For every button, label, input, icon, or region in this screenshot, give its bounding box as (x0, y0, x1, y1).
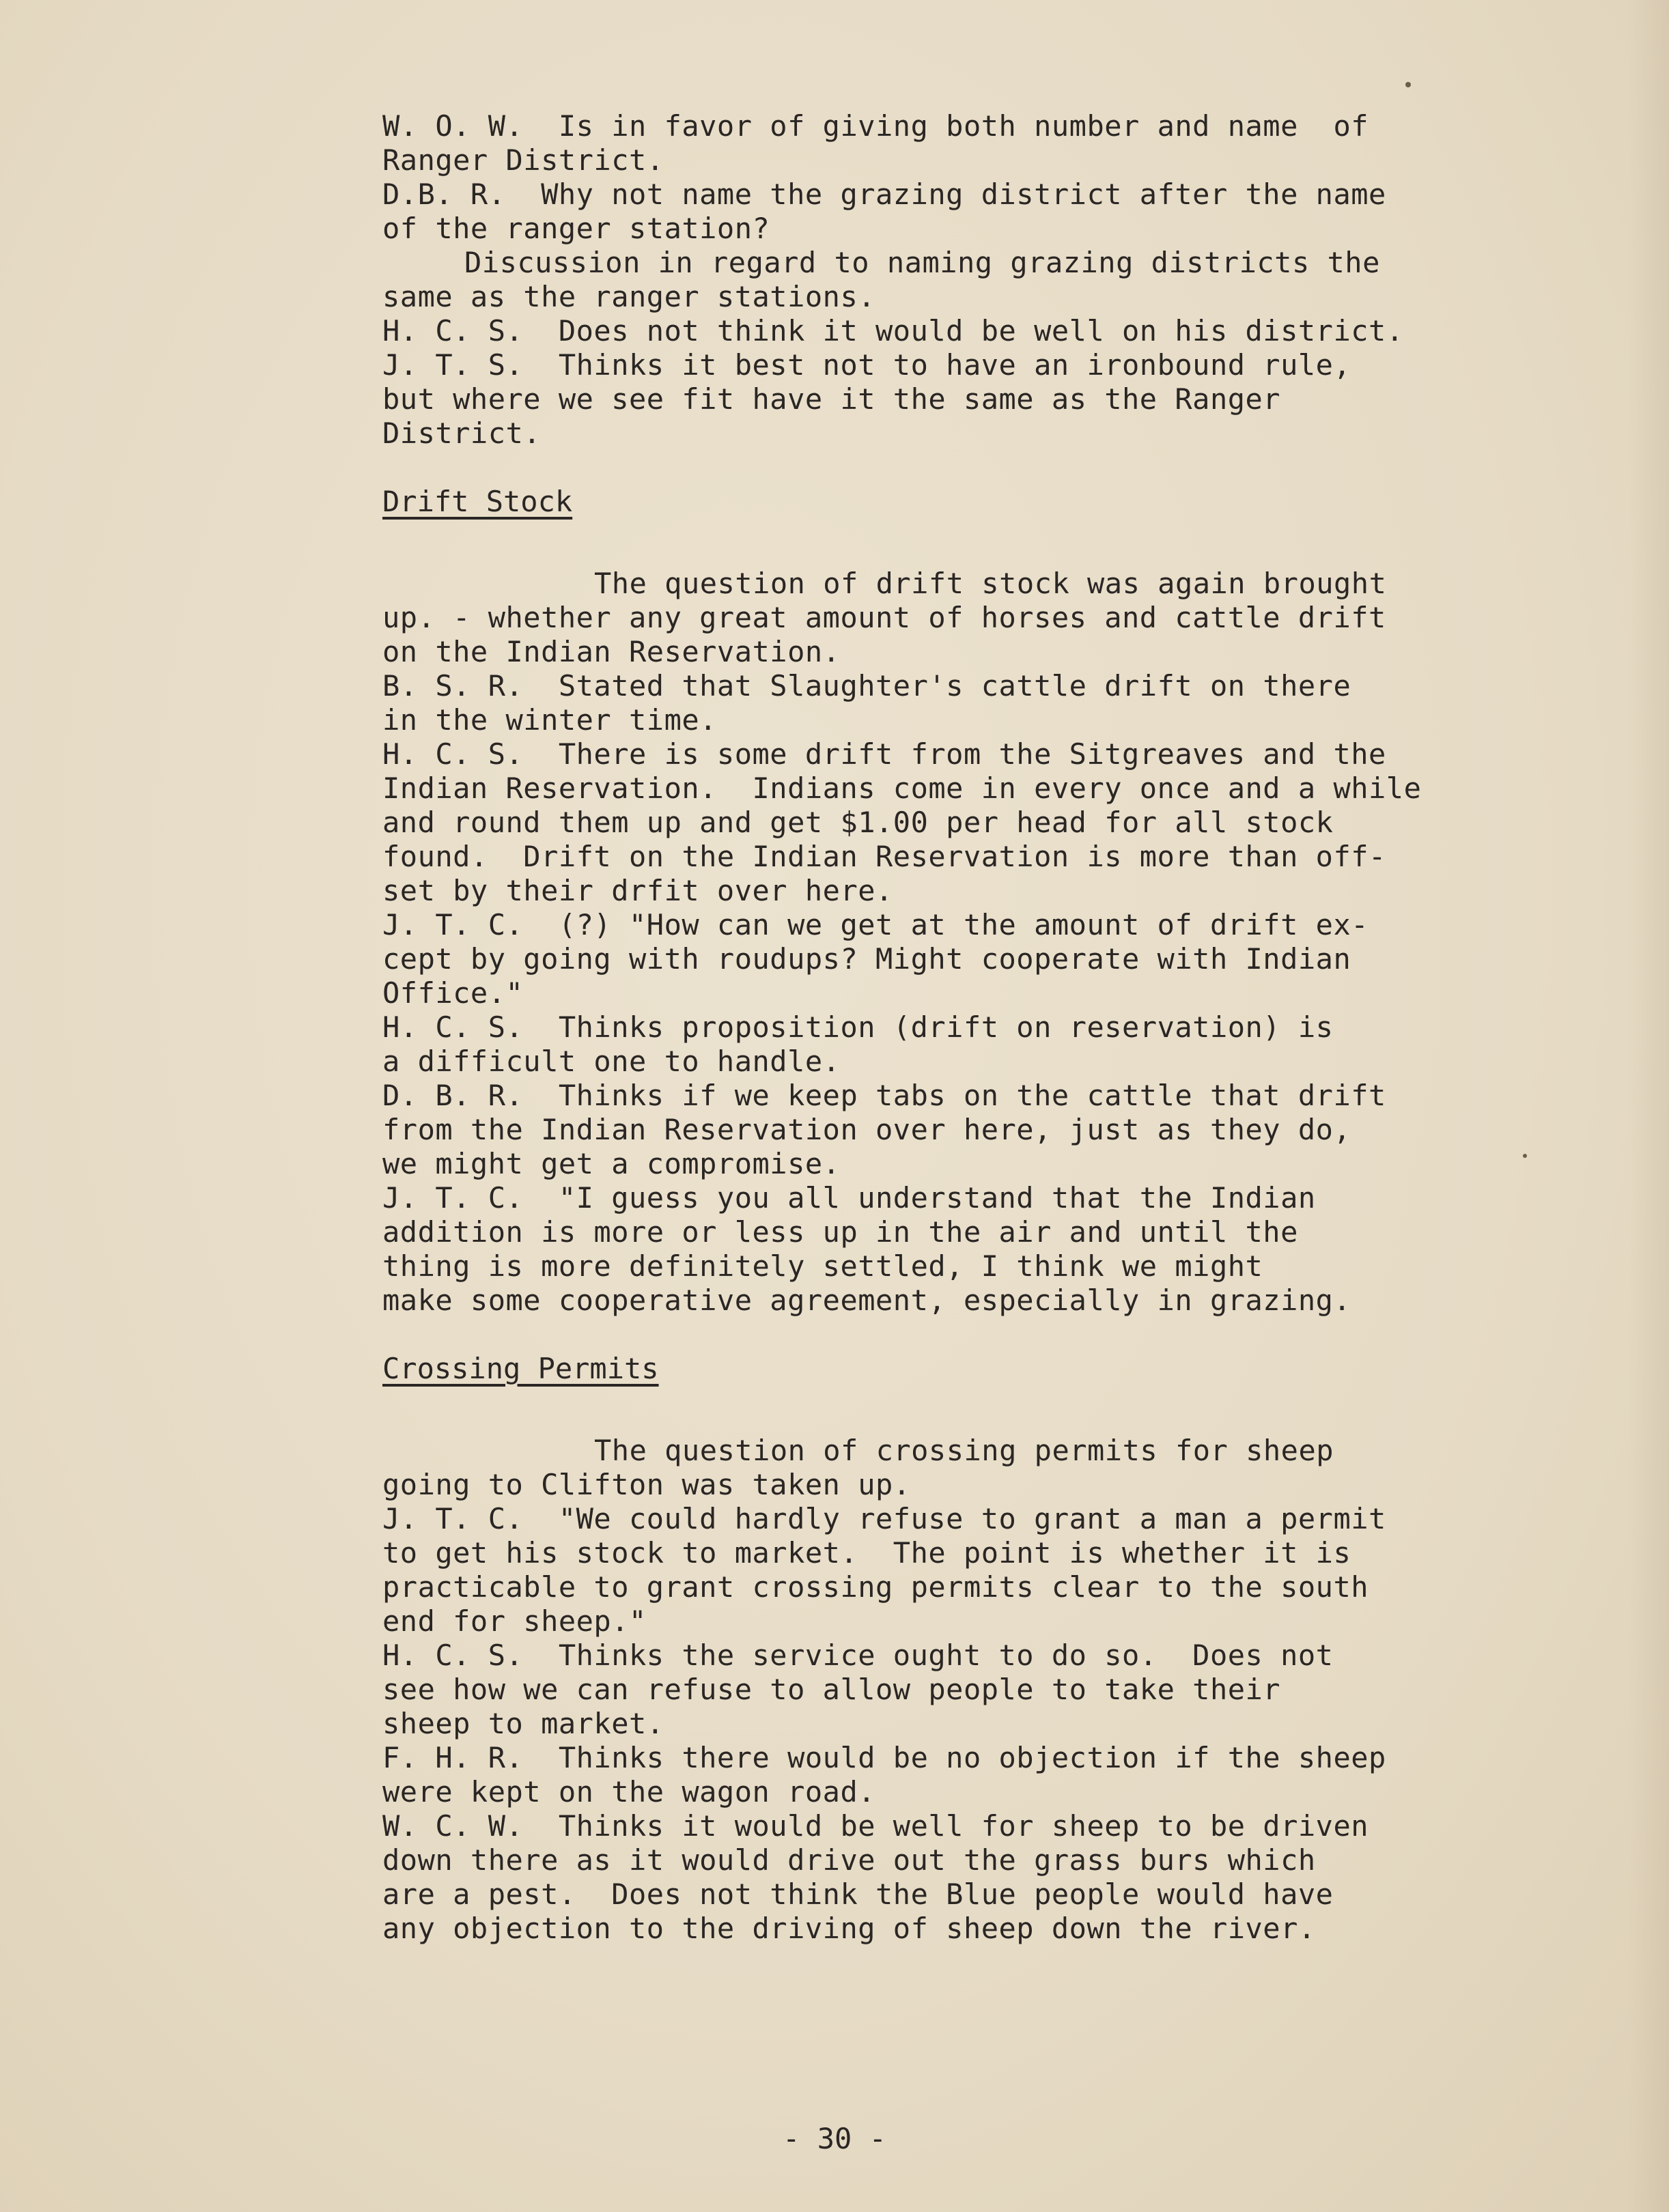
text-line: were kept on the wagon road. (382, 1775, 876, 1809)
text-line: but where we see fit have it the same as the Ranger (382, 382, 1281, 416)
text-line: J. T. C. "We could hardly refuse to grant a man a permit (382, 1502, 1386, 1535)
text-line: practicable to grant crossing permits clear to the south (382, 1570, 1369, 1604)
text-line: see how we can refuse to allow people to take their (382, 1673, 1281, 1706)
text-line: a difficult one to handle. (382, 1045, 841, 1078)
text-line: H. C. S. There is some drift from the Sitgreaves and the (382, 737, 1386, 771)
text-line: D.B. R. Why not name the grazing district after the name (382, 178, 1386, 211)
text-line: from the Indian Reservation over here, just as they do, (382, 1113, 1351, 1146)
text-line: found. Drift on the Indian Reservation is more than off- (382, 840, 1386, 873)
text-line: Indian Reservation. Indians come in every once and a while (382, 771, 1422, 805)
text-line: in the winter time. (382, 703, 717, 737)
text-line: The question of crossing permits for sheep (594, 1434, 1334, 1467)
text-line: D. B. R. Thinks if we keep tabs on the cattle that drift (382, 1079, 1386, 1112)
section-heading: Crossing Permits (382, 1352, 659, 1385)
text-line: B. S. R. Stated that Slaughter's cattle drift on there (382, 669, 1351, 703)
text-line: Office." (382, 976, 524, 1010)
text-line: J. T. S. Thinks it best not to have an ironbound rule, (382, 348, 1351, 382)
page-number: - 30 - (783, 2122, 886, 2155)
text-line: The question of drift stock was again brought (594, 567, 1387, 600)
text-line: any objection to the driving of sheep down the river. (382, 1912, 1316, 1945)
text-line: of the ranger station? (382, 212, 770, 245)
section-ranger-district (382, 109, 1612, 451)
text-line: make some cooperative agreement, especially in grazing. (382, 1284, 1351, 1317)
text-line: end for sheep." (382, 1604, 647, 1638)
section-crossing-permits (382, 1352, 1612, 1946)
text-line: District. (382, 416, 542, 450)
text-line: are a pest. Does not think the Blue people would have (382, 1877, 1334, 1911)
text-line: H. C. S. Does not think it would be well on his district. (382, 314, 1404, 348)
section-drift-stock (382, 485, 1612, 1318)
text-line: down there as it would drive out the grass burs which (382, 1843, 1316, 1877)
text-line: H. C. S. Thinks proposition (drift on reservation) is (382, 1010, 1334, 1044)
text-line: W. O. W. Is in favor of giving both number and name of (382, 109, 1369, 143)
document-body (382, 109, 1612, 1946)
text-line: thing is more definitely settled, I think we might (382, 1249, 1263, 1283)
text-line: J. T. C. (?) "How can we get at the amount of drift ex- (382, 908, 1369, 941)
text-line: F. H. R. Thinks there would be no objection if the sheep (382, 1741, 1386, 1774)
section-heading: Drift Stock (382, 485, 573, 518)
text-line: we might get a compromise. (382, 1147, 841, 1180)
text-line: and round them up and get $1.00 per head for all stock (382, 806, 1334, 839)
text-line: set by their drfit over here. (382, 874, 893, 907)
text-line: going to Clifton was taken up. (382, 1468, 911, 1501)
text-line: Ranger District. (382, 143, 664, 177)
text-line: to get his stock to market. The point is whether it is (382, 1536, 1351, 1570)
text-line: on the Indian Reservation. (382, 635, 841, 668)
text-line: same as the ranger stations. (382, 280, 876, 313)
text-line: addition is more or less up in the air and until the (382, 1215, 1298, 1249)
paper-speck (1405, 82, 1411, 87)
page-edge-shadow (1628, 0, 1669, 2212)
text-line: sheep to market. (382, 1707, 664, 1740)
text-line: H. C. S. Thinks the service ought to do so. Does not (382, 1639, 1334, 1672)
text-line: J. T. C. "I guess you all understand that the Indian (382, 1181, 1316, 1215)
text-line: cept by going with roudups? Might cooperate with Indian (382, 942, 1351, 976)
text-line: Discussion in regard to naming grazing districts the (464, 246, 1380, 279)
text-line: W. C. W. Thinks it would be well for sheep to be driven (382, 1809, 1369, 1843)
text-line: up. - whether any great amount of horses and cattle drift (382, 601, 1386, 634)
